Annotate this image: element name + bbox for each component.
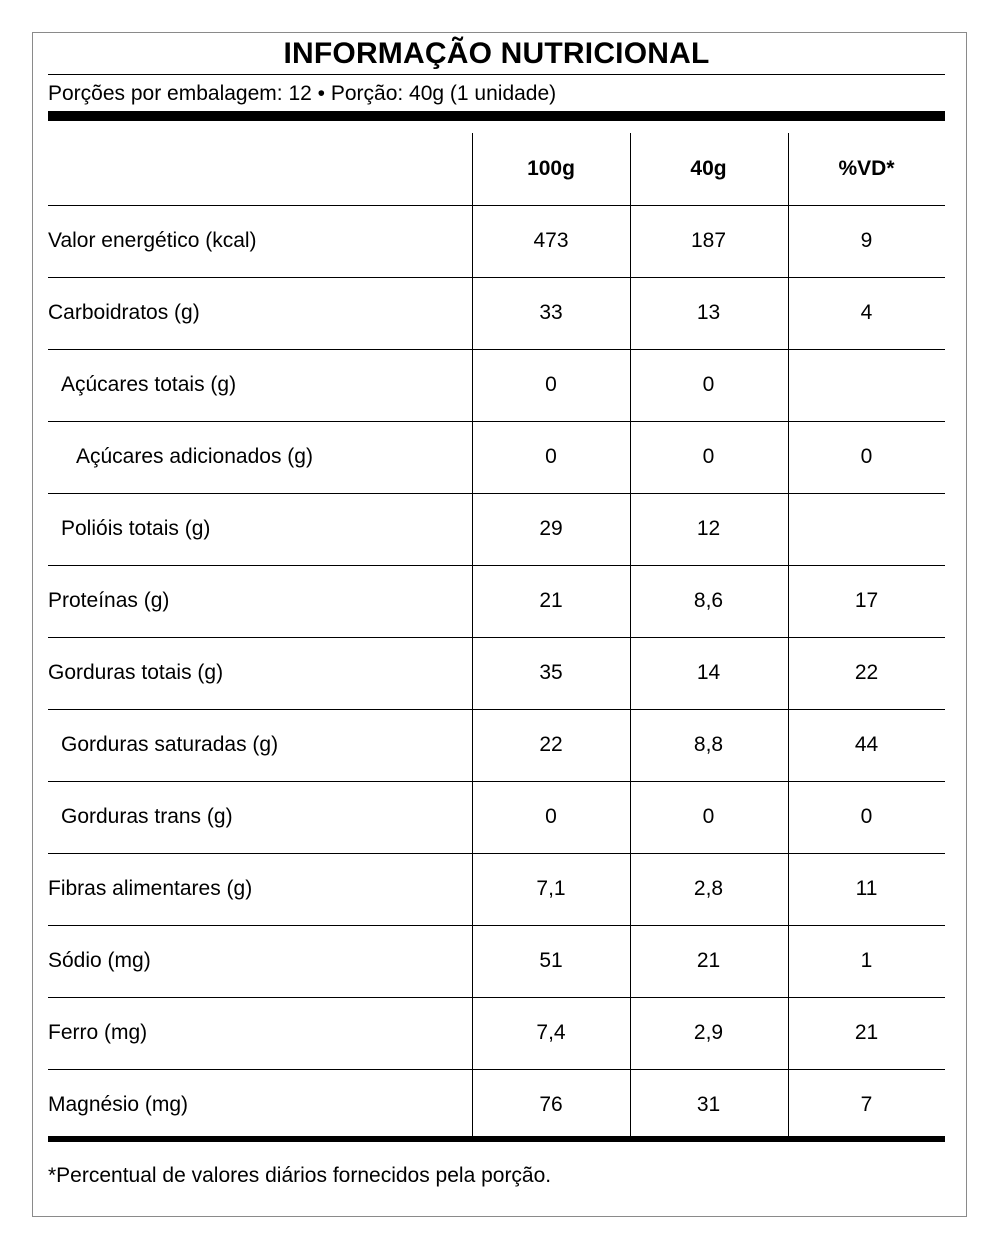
value-100g: 0 xyxy=(545,805,557,828)
top-thick-divider xyxy=(48,111,945,121)
table-row xyxy=(48,997,945,1069)
page-title: INFORMAÇÃO NUTRICIONAL xyxy=(283,37,710,70)
value-40g: 14 xyxy=(696,661,721,684)
value-100g: 473 xyxy=(533,229,569,252)
table-row xyxy=(48,925,945,997)
value-40g: 8,8 xyxy=(693,733,724,756)
value-vd: 1 xyxy=(860,949,873,972)
nutrient-label: Açúcares totais (g) xyxy=(61,373,237,396)
value-100g: 51 xyxy=(539,949,563,972)
table-row xyxy=(48,493,945,565)
nutrient-label: Gorduras trans (g) xyxy=(61,805,233,828)
value-40g: 12 xyxy=(696,517,721,540)
header-100g: 100g xyxy=(527,157,575,180)
value-100g: 29 xyxy=(539,517,563,540)
header-vd: %VD* xyxy=(838,157,895,180)
table-row xyxy=(48,277,945,349)
nutrient-label: Valor energético (kcal) xyxy=(48,229,257,252)
value-100g: 76 xyxy=(539,1093,563,1116)
value-100g: 22 xyxy=(539,733,563,756)
table-row xyxy=(48,853,945,925)
table-row xyxy=(48,565,945,637)
table-row xyxy=(48,781,945,853)
table-row xyxy=(48,205,945,277)
value-vd: 9 xyxy=(860,229,873,252)
value-vd: 21 xyxy=(854,1021,879,1044)
value-100g: 21 xyxy=(539,589,563,612)
value-40g: 2,9 xyxy=(693,1021,724,1044)
value-40g: 2,8 xyxy=(693,877,724,900)
bottom-thick-divider xyxy=(48,1136,945,1142)
value-vd: 0 xyxy=(860,805,873,828)
value-40g: 0 xyxy=(702,805,715,828)
value-40g: 21 xyxy=(696,949,721,972)
value-vd: 17 xyxy=(854,589,879,612)
nutrient-label: Magnésio (mg) xyxy=(48,1093,189,1116)
value-40g: 8,6 xyxy=(693,589,724,612)
nutrient-label: Gorduras saturadas (g) xyxy=(61,733,279,756)
table-row xyxy=(48,709,945,781)
nutrient-label: Açúcares adicionados (g) xyxy=(76,445,313,468)
nutrient-label: Carboidratos (g) xyxy=(48,301,200,324)
table-header-row xyxy=(48,133,945,205)
value-vd: 11 xyxy=(855,877,878,900)
value-vd: 0 xyxy=(860,445,873,468)
value-vd xyxy=(788,349,945,421)
nutrient-label: Proteínas (g) xyxy=(48,589,170,612)
value-100g: 33 xyxy=(539,301,563,324)
nutrient-label: Fibras alimentares (g) xyxy=(48,877,253,900)
table-row xyxy=(48,421,945,493)
value-40g: 187 xyxy=(690,229,727,252)
title-divider xyxy=(48,74,945,75)
value-vd: 44 xyxy=(854,733,879,756)
serving-info: Porções por embalagem: 12 • Porção: 40g (1 unidade) xyxy=(48,82,557,105)
value-100g: 7,1 xyxy=(536,877,566,900)
value-100g: 35 xyxy=(539,661,563,684)
nutrient-label: Gorduras totais (g) xyxy=(48,661,224,684)
table-row xyxy=(48,349,945,421)
value-40g: 0 xyxy=(702,445,715,468)
table-row xyxy=(48,637,945,709)
nutrient-label: Ferro (mg) xyxy=(48,1021,148,1044)
nutrient-label: Polióis totais (g) xyxy=(61,517,211,540)
footnote: *Percentual de valores diários fornecidos pela porção. xyxy=(48,1164,552,1187)
value-40g: 31 xyxy=(696,1093,721,1116)
value-100g: 0 xyxy=(545,373,557,396)
nutrient-label: Sódio (mg) xyxy=(48,949,151,972)
value-vd: 4 xyxy=(860,301,873,324)
value-40g: 13 xyxy=(696,301,721,324)
value-vd: 22 xyxy=(854,661,879,684)
value-40g: 0 xyxy=(702,373,715,396)
table-row xyxy=(48,1069,945,1141)
value-vd: 7 xyxy=(860,1093,873,1116)
header-40g: 40g xyxy=(690,157,727,180)
value-100g: 0 xyxy=(545,445,557,468)
value-vd xyxy=(788,493,945,565)
value-100g: 7,4 xyxy=(536,1021,566,1044)
